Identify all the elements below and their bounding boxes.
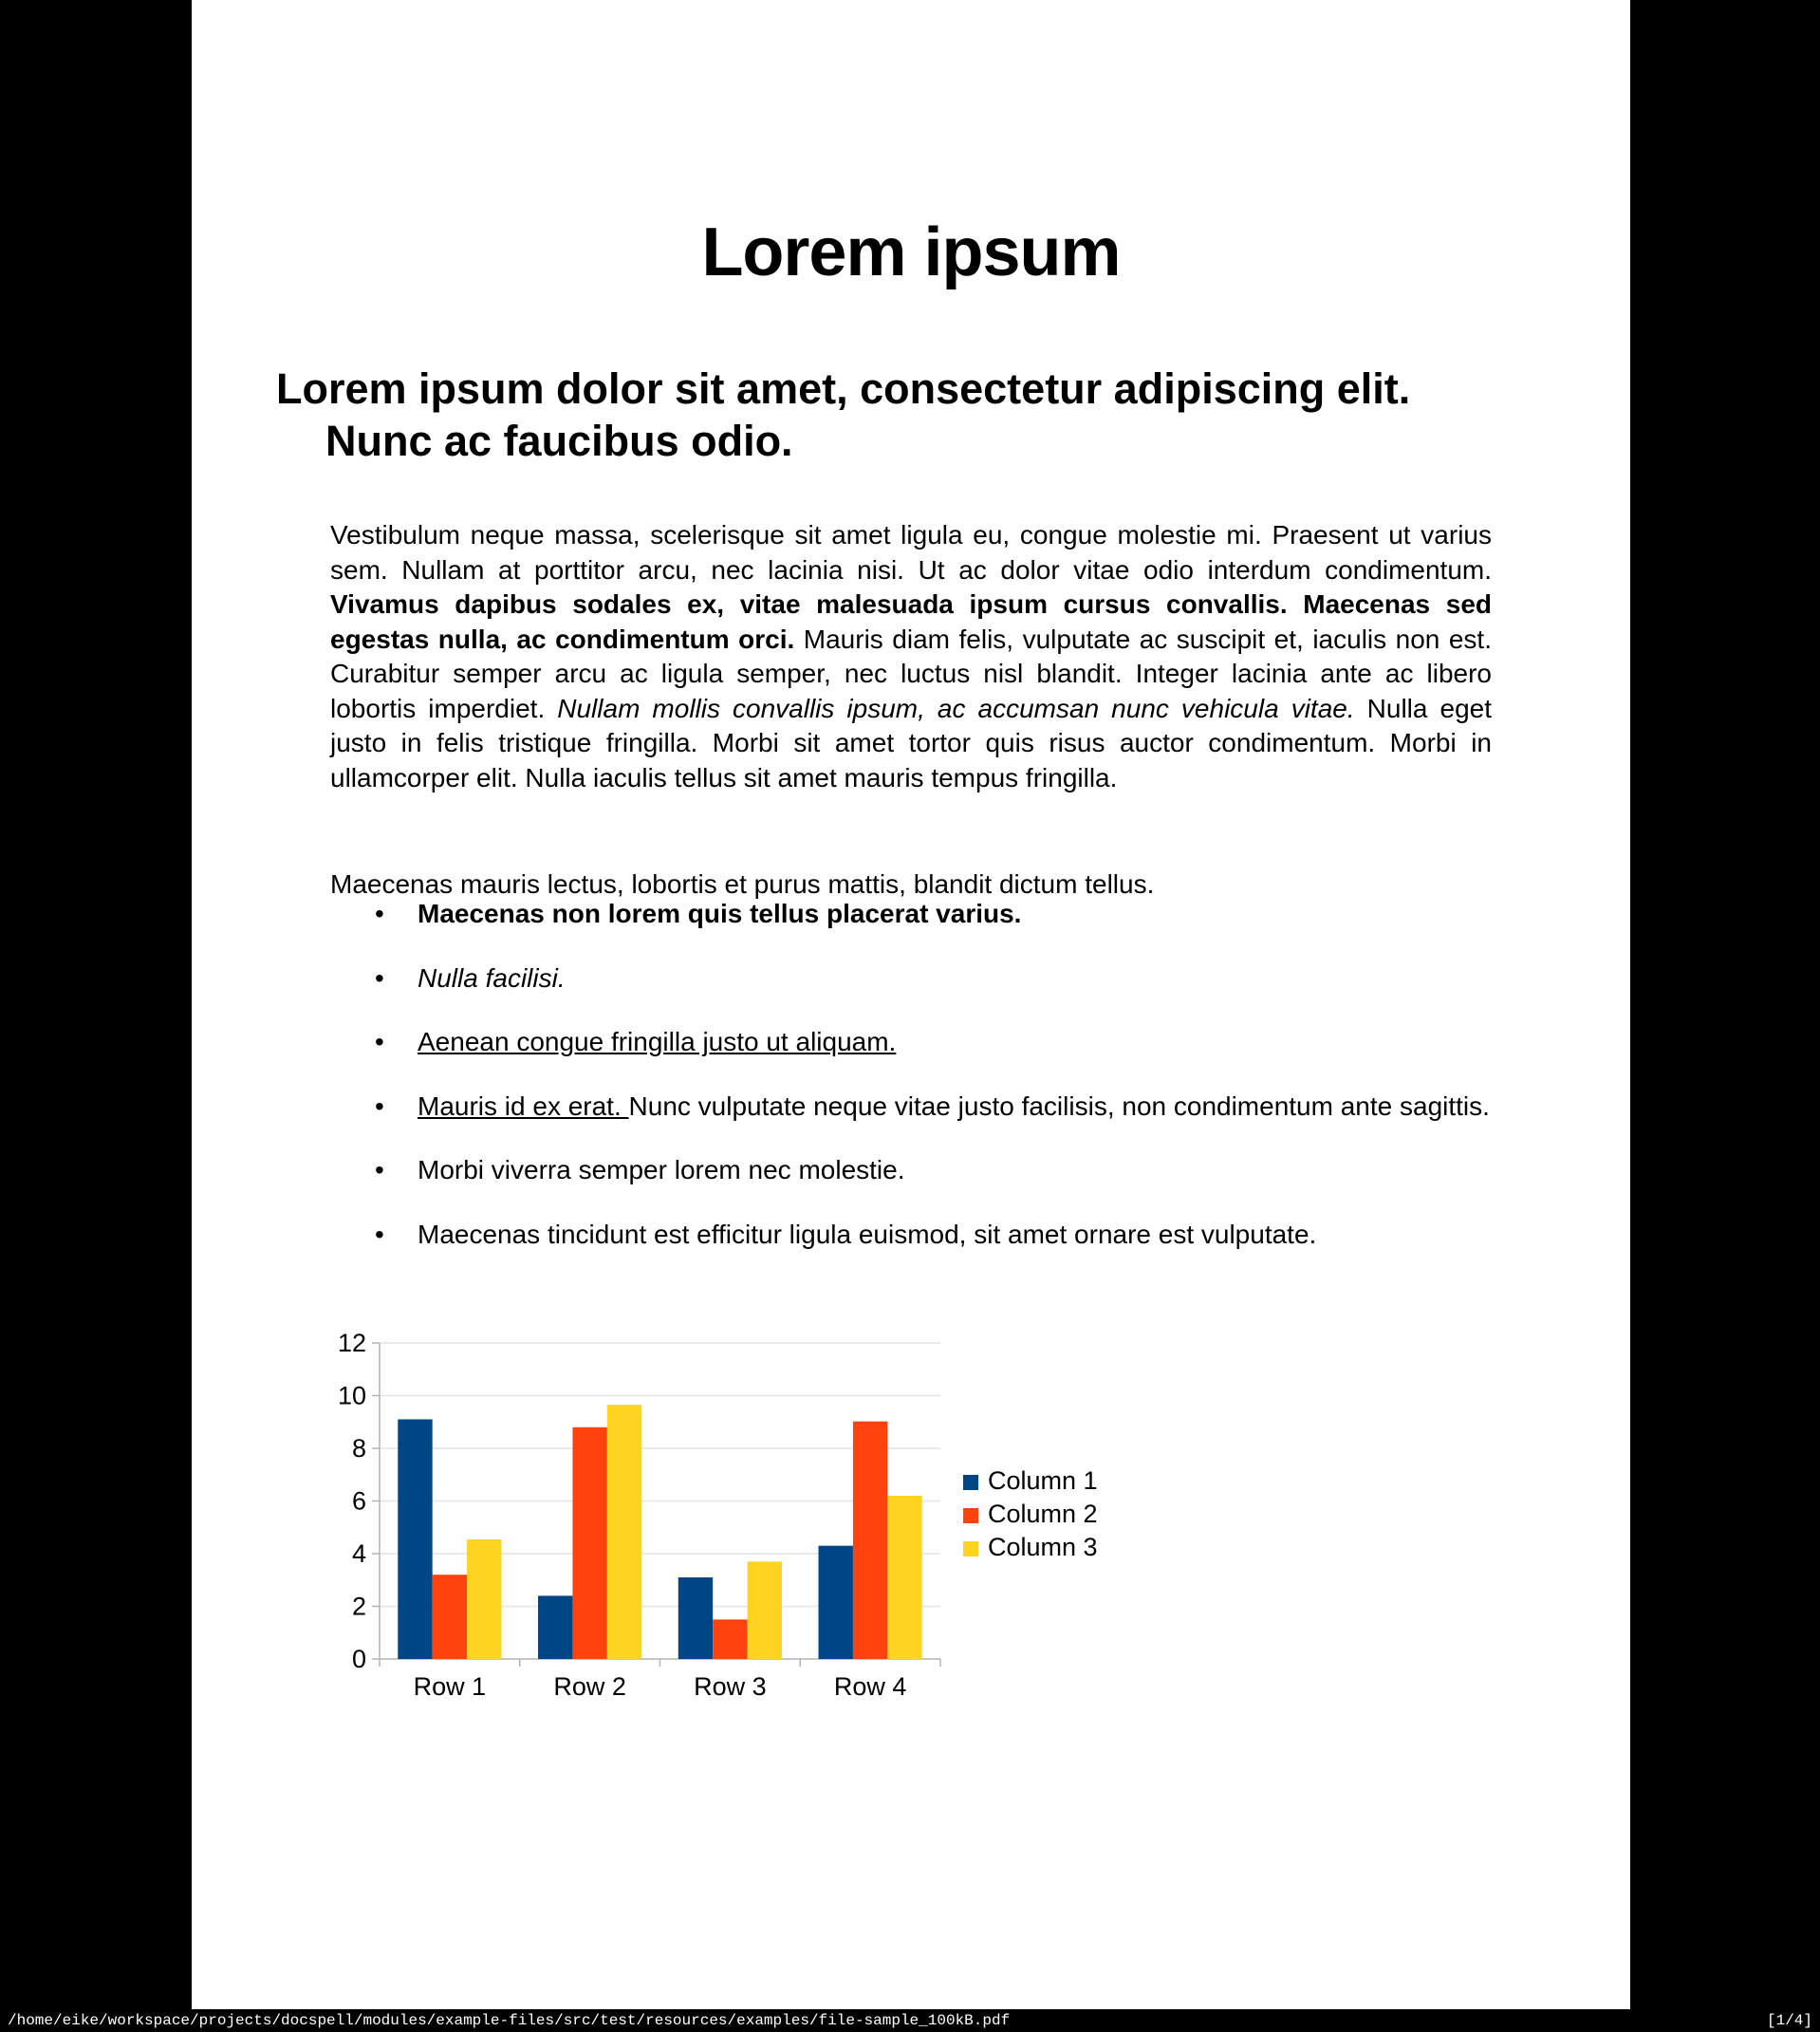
text-segment: Nullam mollis convallis ipsum, ac accumsan nunc vehicula vitae. xyxy=(557,693,1367,723)
list-item xyxy=(375,1090,1509,1125)
bar-column-2-row-2 xyxy=(572,1427,606,1659)
bar-column-3-row-4 xyxy=(887,1496,921,1659)
text-segment: Mauris id ex erat. xyxy=(418,1091,629,1121)
bullet-icon: • xyxy=(375,1219,384,1249)
list-item-text xyxy=(418,1091,1490,1121)
text-segment: Nulla eget justo in felis tristique fringilla. Morbi sit amet tortor quis risus auctor condimentum. Morbi in ullamcorper elit. Nulla iaculis tellus sit amet mauris tempus fringilla. xyxy=(330,693,1492,792)
y-axis-tick-label: 6 xyxy=(351,1486,366,1516)
legend-swatch-icon xyxy=(963,1508,978,1523)
bar-column-1-row-3 xyxy=(678,1577,713,1659)
body-paragraph: Maecenas mauris lectus, lobortis et purus mattis, blandit dictum tellus. xyxy=(330,869,1155,899)
bar-column-2-row-4 xyxy=(853,1422,887,1659)
text-segment: Maecenas non lorem quis tellus placerat varius. xyxy=(418,899,1022,928)
bullet-icon: • xyxy=(375,899,384,928)
body-paragraph xyxy=(330,518,1492,795)
y-axis-tick-label: 8 xyxy=(351,1434,366,1463)
x-axis-category-label: Row 4 xyxy=(833,1672,907,1701)
y-axis-tick-label: 4 xyxy=(351,1539,366,1568)
text-segment: Vestibulum neque massa, scelerisque sit amet ligula eu, congue molestie mi. Praesent ut varius sem. Nullam at porttitor arcu, nec lacinia nisi. Ut ac dolor vitae odio interdum condimentum. xyxy=(330,520,1492,585)
y-axis-tick-label: 10 xyxy=(337,1381,366,1410)
legend-label: Column 1 xyxy=(988,1466,1098,1495)
list-item-text xyxy=(418,963,566,993)
bar-column-3-row-2 xyxy=(607,1405,641,1659)
text-segment: Mauris diam felis, vulputate ac suscipit et, iaculis non est. Curabitur semper arcu ac ligula semper, nec luctus nisl blandit. Integer lacinia ante ac libero lobortis imperdiet. xyxy=(330,624,1492,723)
list-item-text xyxy=(418,1220,1316,1249)
bullet-list xyxy=(375,897,1509,1281)
bar-column-2-row-3 xyxy=(713,1619,747,1659)
bullet-icon: • xyxy=(375,1091,384,1121)
text-segment: Nulla facilisi. xyxy=(418,962,566,993)
bar-chart-svg xyxy=(331,1317,1101,1725)
bullet-icon: • xyxy=(375,1155,384,1184)
y-axis-tick-label: 0 xyxy=(351,1645,366,1673)
legend-label: Column 3 xyxy=(988,1533,1098,1561)
bullet-icon: • xyxy=(375,962,384,993)
y-axis-tick-label: 12 xyxy=(337,1329,366,1357)
list-item xyxy=(375,897,1509,932)
bar-column-1-row-4 xyxy=(819,1546,853,1659)
bar-chart xyxy=(331,1317,1101,1725)
list-item-text xyxy=(418,899,1021,928)
page-indicator: [1/4] xyxy=(1766,2012,1812,2029)
bar-column-3-row-1 xyxy=(467,1539,501,1659)
text-segment: Aenean congue fringilla justo ut aliquam. xyxy=(418,1027,897,1056)
bar-column-1-row-1 xyxy=(398,1419,432,1659)
list-item xyxy=(375,1025,1509,1060)
list-item xyxy=(375,961,1509,997)
file-path: /home/eike/workspace/projects/docspell/modules/example-files/src/test/resources/examples/file-sample_100kB.pdf xyxy=(8,2012,1011,2029)
x-axis-category-label: Row 2 xyxy=(553,1672,626,1701)
x-axis-category-label: Row 1 xyxy=(413,1672,487,1701)
document-title: Lorem ipsum xyxy=(701,214,1121,291)
list-item-text xyxy=(418,1155,905,1184)
document-page[interactable] xyxy=(192,0,1630,2009)
text-segment: Morbi viverra semper lorem nec molestie. xyxy=(418,1155,905,1184)
bar-column-3-row-3 xyxy=(748,1561,782,1659)
legend-label: Column 2 xyxy=(988,1500,1098,1528)
list-item-text xyxy=(418,1027,896,1056)
bar-column-2-row-1 xyxy=(433,1575,467,1659)
text-segment: Maecenas tincidunt est efficitur ligula euismod, sit amet ornare est vulputate. xyxy=(418,1219,1317,1249)
list-item xyxy=(375,1153,1509,1188)
text-segment: Vivamus dapibus sodales ex, vitae malesuada ipsum cursus convallis. Maecenas sed egestas nulla, ac condimentum orci. xyxy=(330,589,1492,654)
statusbar xyxy=(0,2009,1820,2032)
list-item xyxy=(375,1218,1509,1253)
legend-swatch-icon xyxy=(963,1541,978,1557)
legend-swatch-icon xyxy=(963,1475,978,1490)
bar-column-1-row-2 xyxy=(538,1595,572,1659)
y-axis-tick-label: 2 xyxy=(351,1592,366,1621)
text-segment: Nunc vulputate neque vitae justo facilisis, non condimentum ante sagittis. xyxy=(628,1091,1490,1121)
bullet-icon: • xyxy=(375,1027,384,1056)
x-axis-category-label: Row 3 xyxy=(694,1672,767,1701)
document-heading: Lorem ipsum dolor sit amet, consectetur adipiscing elit. Nunc ac faucibus odio. xyxy=(276,364,1411,466)
